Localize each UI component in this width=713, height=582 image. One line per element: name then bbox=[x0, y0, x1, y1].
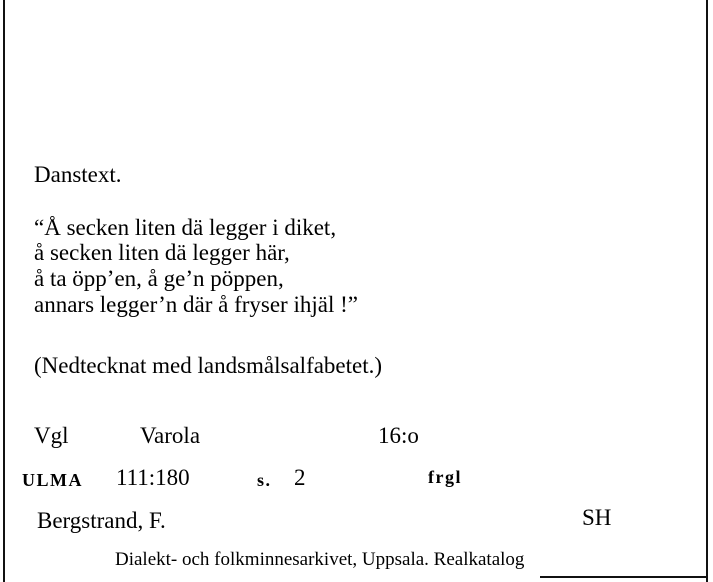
archive-number: 111:180 bbox=[116, 465, 190, 490]
poem-line: å ta öpp’en, å ge’n pöppen, bbox=[34, 266, 284, 291]
initials: SH bbox=[582, 505, 612, 530]
page-label: s. bbox=[257, 470, 272, 490]
province-code: Vgl bbox=[34, 423, 69, 448]
card-right-border bbox=[706, 0, 708, 582]
category-code: frgl bbox=[428, 467, 462, 487]
page-number: 2 bbox=[294, 465, 306, 490]
record-code: 16:o bbox=[378, 423, 419, 448]
footer-archive-line: Dialekt- och folkminnesarkivet, Uppsala. Realkatalog bbox=[115, 549, 525, 570]
card-title: Danstext. bbox=[34, 162, 122, 187]
card-bottom-border bbox=[540, 576, 708, 578]
recorder-name: Bergstrand, F. bbox=[37, 508, 166, 533]
poem-line: annars legger’n där å fryser ihjäl !” bbox=[34, 292, 358, 317]
poem-line: “Å secken liten dä legger i diket, bbox=[34, 215, 337, 240]
card-left-border bbox=[3, 0, 5, 582]
transcription-note: (Nedtecknat med landsmålsalfabetet.) bbox=[34, 353, 383, 378]
archive-abbrev: ULMA bbox=[22, 470, 83, 490]
parish-name: Varola bbox=[140, 423, 201, 448]
poem-line: å secken liten dä legger här, bbox=[34, 240, 290, 265]
